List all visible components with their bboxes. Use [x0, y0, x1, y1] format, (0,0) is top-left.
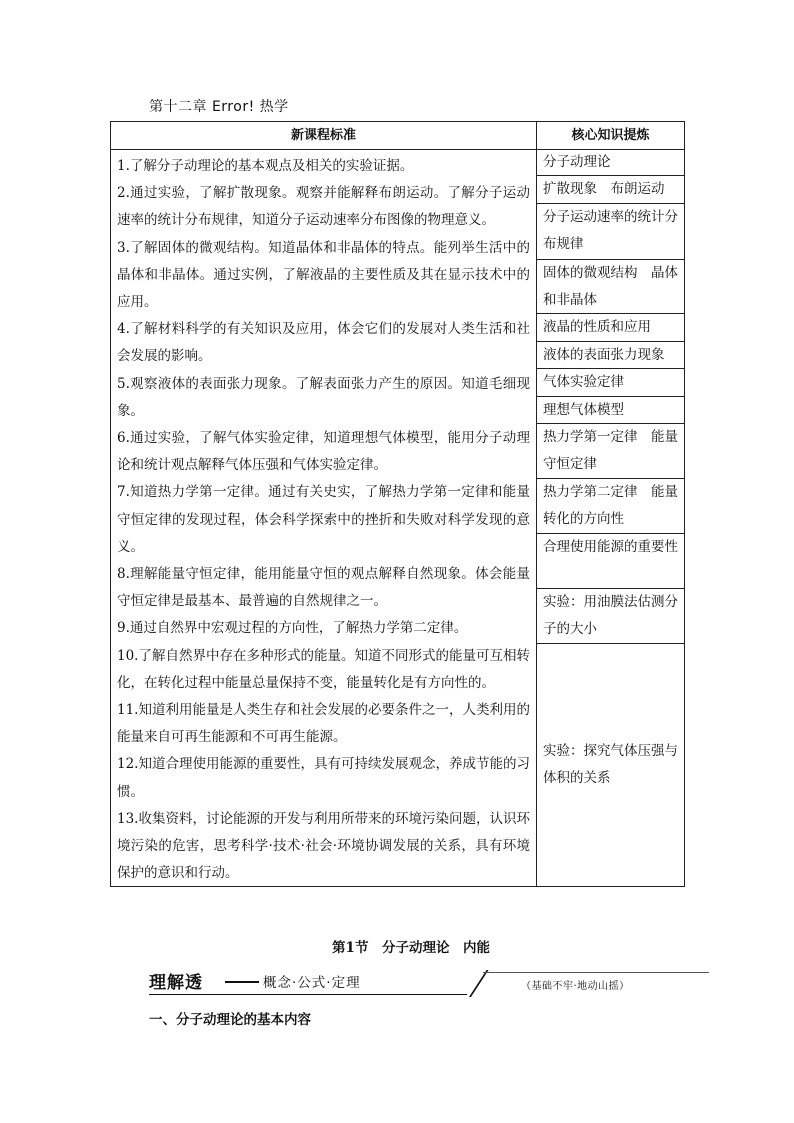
standard-item: 5.观察液体的表面张力现象。了解表面张力产生的原因。知道毛细现象。 [117, 375, 530, 419]
knowledge-point: 实验：用油膜法估测分子的大小 [537, 589, 684, 644]
banner-top-line [483, 972, 709, 973]
standard-item: 9.通过自然界中宏观过程的方向性，了解热力学第二定律。 [117, 620, 468, 637]
banner-underline [149, 994, 467, 995]
standard-item: 10.了解自然界中存在多种形式的能量。知道不同形式的能量可互相转化，在转化过程中能量总量保持不变，能量转化是有方向性的。 [117, 647, 530, 691]
standard-item: 11.知道利用能量是人类生存和社会发展的必要条件之一，人类利用的能量来自可再生能源和不可再生能源。 [117, 702, 530, 746]
knowledge-point: 分子运动速率的统计分布规律 [537, 204, 684, 260]
knowledge-point: 扩散现象 布朗运动 [537, 176, 684, 204]
curriculum-standards-table [110, 121, 685, 887]
table-header-row [111, 122, 684, 150]
knowledge-point: 合理使用能源的重要性 [537, 534, 684, 589]
knowledge-point [537, 644, 684, 886]
knowledge-point: 热力学第二定律 能量转化的方向性 [537, 479, 684, 534]
banner-dash [225, 981, 259, 983]
standard-item: 6.通过实验，了解气体实验定律，知道理想气体模型，能用分子动理论和统计观点解释气体压强和气体实验定律。 [117, 430, 530, 474]
standard-item: 7.知道热力学第一定律。通过有关史实，了解热力学第一定律和能量守恒定律的发现过程，体会科学探索中的挫折和失败对科学发现的意义。 [117, 484, 530, 555]
knowledge-point: 理想气体模型 [537, 397, 684, 424]
standard-item: 8.理解能量守恒定律，能用能量守恒的观点解释自然现象。体会能量守恒定律是最基本、最普遍的自然规律之一。 [117, 566, 530, 610]
knowledge-point-text: 实验：探究气体压强与体积的关系 [543, 743, 678, 786]
banner-main-text: 理解透 [149, 973, 203, 993]
chapter-title: 第十二章 Error! 热学 [149, 99, 289, 115]
section-banner [149, 966, 709, 996]
knowledge-point: 气体实验定律 [537, 369, 684, 397]
standard-item: 13.收集资料，讨论能源的开发与利用所带来的环境污染问题，认识环境污染的危害，思考科学·技术·社会·环境协调发展的关系，具有环境保护的意识和行动。 [117, 810, 530, 882]
knowledge-point: 液体的表面张力现象 [537, 342, 684, 369]
standard-item: 2.通过实验，了解扩散现象。观察并能解释布朗运动。了解分子运动速率的统计分布规律，知道分子运动速率分布图像的物理意义。 [117, 185, 530, 229]
standard-item: 12.知道合理使用能源的重要性，具有可持续发展观念，养成节能的习惯。 [117, 756, 530, 800]
header-new-curriculum-standard: 新课程标准 [111, 122, 537, 149]
knowledge-point: 热力学第一定律 能量守恒定律 [537, 424, 684, 479]
section-title: 第1节 分子动理论 内能 [332, 940, 490, 956]
banner-slash [469, 970, 489, 997]
banner-right-text: （基础不牢·地动山摇） [521, 981, 630, 992]
standard-item: 4.了解材料科学的有关知识及应用，体会它们的发展对人类生活和社会发展的影响。 [117, 321, 530, 365]
standard-item: 1.了解分子动理论的基本观点及相关的实验证据。 [117, 158, 414, 174]
knowledge-column [537, 149, 684, 886]
sub-heading: 一、分子动理论的基本内容 [149, 1012, 311, 1028]
knowledge-point: 固体的微观结构 晶体和非晶体 [537, 260, 684, 314]
header-core-knowledge: 核心知识提炼 [571, 128, 650, 143]
knowledge-point: 分子动理论 [537, 149, 684, 176]
knowledge-point: 液晶的性质和应用 [537, 314, 684, 342]
banner-sub-text: 概念·公式·定理 [263, 975, 361, 991]
standard-item: 3.了解固体的微观结构。知道晶体和非晶体的特点。能列举生活中的晶体和非晶体。通过实例，了解液晶的主要性质及其在显示技术中的应用。 [117, 239, 530, 311]
standards-column [111, 149, 537, 886]
